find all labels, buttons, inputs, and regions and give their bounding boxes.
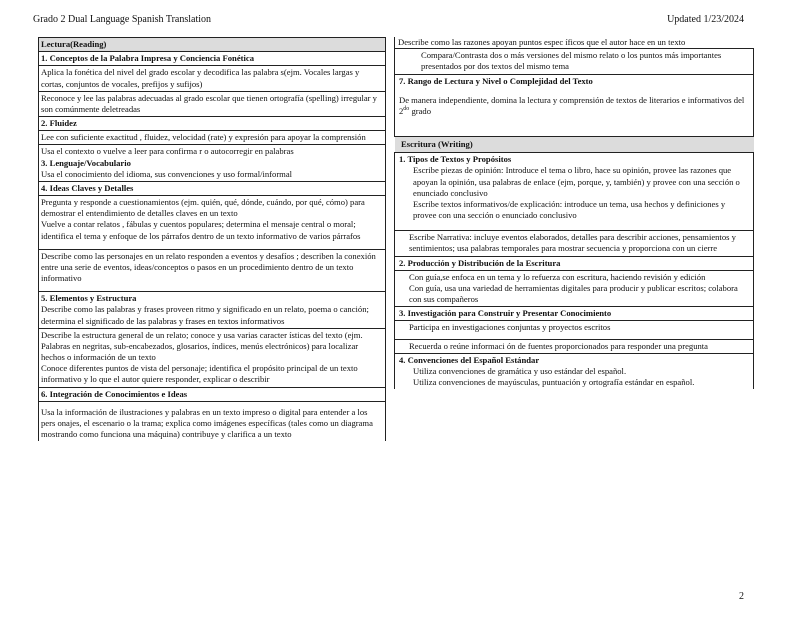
section-6-item-a: Usa la información de ilustraciones y palabras en un texto impreso o digital para entender a los pers onajes, el escenario o la trama; explica como imágenes específicas (tales como un diagrama mostrando como funciona una máquina) contribuye y clarifica a un texto — [41, 406, 373, 440]
section-4-block-c — [38, 249, 386, 292]
writing-types-block — [394, 152, 754, 231]
section-4-block-a — [38, 195, 386, 249]
section-5-block-b — [38, 328, 386, 387]
section-1-item-a: Aplica la fonética del nivel del grado escolar y decodifica las palabra s(ejm. Vocales largas y cortas, conjuntos de vocales, prefijos y sufijos) — [38, 65, 386, 90]
section-6-title: 6. Integración de Conocimientos e Ideas — [38, 387, 386, 401]
section-7-item-a: De manera independiente, domina la lectura y comprensión de textos de literarios e informativos del $2^{do}$ grado — [399, 94, 745, 116]
section-5-block-a — [38, 291, 386, 328]
right-column — [394, 37, 754, 389]
writing-1-title: 1. Tipos de Textos y Propósitos — [399, 154, 512, 165]
section-2-title: 2. Fluidez — [38, 116, 386, 130]
header-left: Grado 2 Dual Language Spanish Translation — [33, 14, 212, 25]
section-3-title: 3. Lenguaje/Vocabulario — [41, 157, 131, 168]
writing-2-item-a: Con guía,se enfoca en un tema y lo refuerza con escritura, haciendo revisión y edición — [409, 271, 706, 282]
reading-item-reasons: Describe como las razones apoyan puntos espec íficos que el autor hace en un texto — [398, 37, 686, 47]
reading-continued — [394, 37, 754, 48]
writing-4-block — [394, 354, 754, 390]
reading-title: Lectura(Reading) — [38, 37, 386, 51]
section-7-block — [394, 75, 754, 138]
section-5-item-c: Conoce diferentes puntos de vista del personaje; identifica el propósito principal de un texto informativo y lo que el autor quiere responder, explicar o describir — [41, 363, 358, 385]
section-6-block — [38, 401, 386, 442]
section-2-item-b: Usa el contexto o vuelve a leer para confirma r o autocorregir en palabras — [41, 146, 294, 157]
writing-3-item-b: Recuerda o reúne informaci ón de fuentes proporcionados para responder una pregunta — [394, 340, 754, 354]
writing-1-item-b: Escribe textos informativos/de explicación: introduce un tema, usa hechos y definiciones y provee con una sección o enunciado conclusivo — [413, 198, 726, 221]
writing-3-item-a: Participa en investigaciones conjuntas y proyectos escritos — [394, 321, 754, 339]
writing-4-title: 4. Convenciones del Español Estándar — [399, 354, 540, 365]
writing-2-item-b: Con guía, usa una variedad de herramientas digitales para producir y publicar escritos; colabora con sus compañeros — [409, 282, 738, 305]
reading-column — [38, 37, 386, 441]
reading-item-compare: Compara/Contrasta dos o más versiones del mismo relato o los puntos más importantes presentados por dos textos del mismo tema — [394, 48, 754, 74]
writing-2-title: 2. Producción y Distribución de la Escritura — [394, 257, 754, 271]
header-date: Updated 1/23/2024 — [667, 14, 744, 25]
section-5-item-a: Describe como las palabras y frases proveen ritmo y significado en un relato, poema o canción; determina el significado de las palabras y frases en textos informativos — [41, 304, 369, 326]
section-4-item-b: Vuelve a contar relatos , fábulas y cuentos populares; determina el mensaje central o moral; identifica el tema y enfoque de los párrafos dentro de un texto informativo de varios párrafos — [41, 219, 361, 241]
section-4-item-c: Describe como las personajes en un relato responden a eventos y desafíos ; describen la conexión entre una serie de eventos, ideas/conceptos o pasos en un procedimiento dentro de un texto informativo — [41, 250, 376, 284]
section-7-title: 7. Rango de Lectura y Nivel o Complejidad del Texto — [399, 75, 593, 86]
page-number: 2 — [739, 591, 744, 602]
writing-1-item-c: Escribe Narrativa: incluye eventos elaborados, detalles para describir acciones, pensamientos y sentimientos; usa palabras temporales para mostrar secuencia y proporciona con un cierre — [394, 231, 754, 256]
writing-2-block — [394, 271, 754, 308]
section-4-item-a: Pregunta y responde a cuestionamientos (ejm. quién, qué, dónde, cuándo, por qué, cómo) para demostrar el entendimiento de detalles claves en un texto — [41, 197, 365, 219]
writing-4-item-b: Utiliza convenciones de mayúsculas, puntuación y ortografía estándar en español. — [413, 377, 695, 388]
writing-1-item-a: Escribe piezas de opinión: Introduce el tema o libro, hace su opinión, provee las razones que apoyan la opinión, usa palabras de enlace (ejm, porque, y, también) y provee con una sección o enunciado conclusivo — [413, 165, 740, 198]
writing-4-item-a: Utiliza convenciones de gramática y uso estándar del español. — [413, 365, 627, 376]
writing-title: Escritura (Writing) — [395, 137, 754, 152]
section-2-3-block — [38, 144, 386, 181]
section-1-title: 1. Conceptos de la Palabra Impresa y Conciencia Fonética — [38, 51, 386, 65]
section-4-title: 4. Ideas Claves y Detalles — [38, 181, 386, 195]
writing-3-title: 3. Investigación para Construir y Presentar Conocimiento — [394, 307, 754, 321]
section-2-item-a: Lee con suficiente exactitud , fluidez, velocidad (rate) y expresión para apoyar la comprensión — [38, 130, 386, 144]
section-5-title: 5. Elementos y Estructura — [41, 293, 137, 304]
section-5-item-b: Describe la estructura general de un relato; conoce y usa varias caracter ísticas del texto (ejm. Palabras en negritas, sub-encabezados, glosarios, índices, menús electrónicos) para localizar hechos o información de un texto — [41, 329, 363, 363]
section-3-item-a: Usa el conocimiento del idioma, sus convenciones y uso formal/informal — [41, 168, 293, 179]
section-1-item-b: Reconoce y lee las palabras adecuadas al grado escolar que tienen ortografía (spelling) irregular y son comúnmente deletreadas — [38, 91, 386, 116]
